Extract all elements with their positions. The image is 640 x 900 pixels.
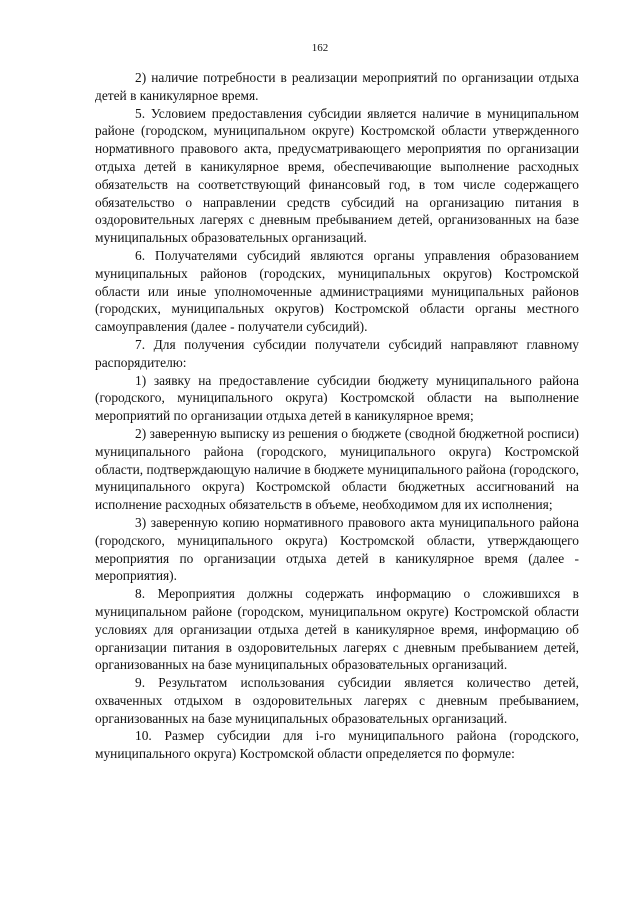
paragraph-clause-7-item-1: 1) заявку на предоставление субсидии бюджету муниципального района (городского, муниципального округа) Костромской области на выполнение мероприятий по организации отдыха детей в каникулярное время; — [95, 372, 579, 424]
paragraph-clause-9: 9. Результатом использования субсидии является количество детей, охваченных отдыхом в оздоровительных лагерях с дневным пребыванием, организованных на базе муниципальных образовательных организаций. — [95, 675, 579, 726]
paragraph-clause-10: 10. Размер субсидии для i-го муниципального района (городского, муниципального округа) Костромской области определяется по формуле: — [95, 728, 579, 762]
paragraph-clause-7: 7. Для получения субсидии получатели субсидий направляют главному распорядителю: — [95, 336, 579, 370]
paragraph-clause-5: 5. Условием предоставления субсидии является наличие в муниципальном районе (городском, муниципальном округе) Костромской области утвержденного нормативного правового акта, предусматривающего мероприятия по организации отдыха детей в каникулярное время, обеспечивающие выполнение расходных обязательств на соответствующий финансовый год, в том числе содержащего обязательство о направлении средств субсидий на организацию питания в оздоровительных лагерях с дневным пребыванием детей, организованных на базе муниципальных образовательных организаций. — [95, 105, 579, 246]
document-body — [95, 69, 579, 763]
paragraph-clause-6: 6. Получателями субсидий являются органы управления образованием муниципальных районов (городских, муниципальных округов) Костромской области или иные уполномоченные администрациями муниципальных районов (городских, муниципальных округов) Костромской области органы местного самоуправления (далее - получатели субсидий). — [95, 247, 579, 335]
paragraph-clause-7-item-2: 2) заверенную выписку из решения о бюджете (сводной бюджетной росписи) муниципального района (городского, муниципального округа) Костромской области, подтверждающую наличие в бюджете муниципального района (городского, муниципального округа) Костромской области бюджетных ассигнований на исполнение расходных обязательств в объеме, необходимом для их исполнения; — [95, 425, 579, 513]
page-number: 162 — [311, 42, 329, 54]
paragraph-clause-8: 8. Мероприятия должны содержать информацию о сложившихся в муниципальном районе (городском, муниципальном округе) Костромской области условиях для организации отдыха детей в каникулярное время, информацию об организации питания в оздоровительных лагерях с дневным пребыванием детей, организованных на базе муниципальных образовательных организаций. — [95, 586, 579, 673]
paragraph-item-2: 2) наличие потребности в реализации мероприятий по организации отдыха детей в каникулярное время. — [95, 70, 579, 103]
paragraph-clause-7-item-3: 3) заверенную копию нормативного правового акта муниципального района (городского, муниципального округа) Костромской области, утверждающего мероприятия по организации отдыха детей в каникулярное время (далее - мероприятия). — [95, 514, 579, 584]
